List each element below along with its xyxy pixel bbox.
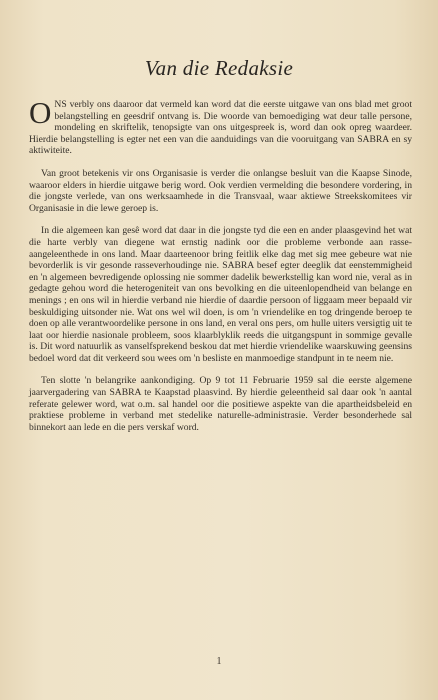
paragraph-1-text: NS verbly ons daaroor dat vermeld kan word dat die eerste uitgawe van ons blad met groot belangstelling en geesdrif ontvang is. Die woorde van bemoediging wat deur talle persone, mondeling en skriftelik, tenopsigte van ons uitgespreek is, word dan ook opreg waardeer. Hierdie belangstelling is egter net een van die aanduidings van die vooruitgang van SABRA en sy aktiwiteite. <box>29 99 412 157</box>
article-body <box>29 95 412 444</box>
paragraph-2: Van groot betekenis vir ons Organisasie is verder die onlangse besluit van die Kaapse Sinode, waaroor elders in hierdie uitgawe berig word. Ook verdien vermelding die besondere vordering, in die jongste verlede, van ons werksaamhede in die Transvaal, waar aktiewe Streekskomitees vir Organisasie in die lewe geroep is. <box>29 167 412 214</box>
drop-cap: O <box>29 95 52 130</box>
paragraph-4: Ten slotte 'n belangrike aankondiging. Op 9 tot 11 Februarie 1959 sal die eerste algemene jaarvergadering van SABRA te Kaapstad plaasvind. By hierdie geleentheid sal daar ook 'n aantal referate gelewer word, wat o.m. sal handel oor die positiewe aspekte van die apartheidsbeleid en praktiese probleme in verband met stedelike naturelle-administrasie. Verder besonderhede sal binnekort aan lede en die pers verskaf word. <box>29 375 412 433</box>
page-number: 1 <box>216 656 222 667</box>
paragraph-1 <box>29 95 412 157</box>
page-title: Van die Redaksie <box>144 56 294 80</box>
paragraph-3: In die algemeen kan gesê word dat daar in die jongste tyd die een en ander plaasgevind het wat die harte verbly van diegene wat ernstig nadink oor die probleme verbonde aan rasse-aangeleenthede in ons land. Maar daarteenoor bring feitlik elke dag met sig mee gebeure wat nie bevorderlik is vir gesonde rasseverhoudinge nie. SABRA besef egter deeglik dat eenstemmigheid en 'n algemeen bevredigende oplossing nie sommer dadelik bewerkstellig kan word nie, veral as in gedagte gehou word die heterogeniteit van ons bevolking en die uiteenlopendheid van belange en menings ; en ons wil in hierdie verband nie hierdie of daardie persoon of liggaam meer bepaald vir beskuldiging uitsonder nie. Wat ons wel wil doen, is om 'n vriendelike en tog dringende beroep te doen op alle verantwoordelike persone in ons land, en veral ons pers, om hulle uiters versigtig uit te laat oor hierdie nasionale probleem, soos klaarblyklik reeds die uitgangspunt in sommige gevalle is. Dit word natuurlik as vanselfsprekend beskou dat met hierdie vriendelike waarskuwing geensins bedoel word dat dit verkeerd sou wees om 'n besliste en manmoedige standpunt in te neem nie. <box>29 225 412 364</box>
